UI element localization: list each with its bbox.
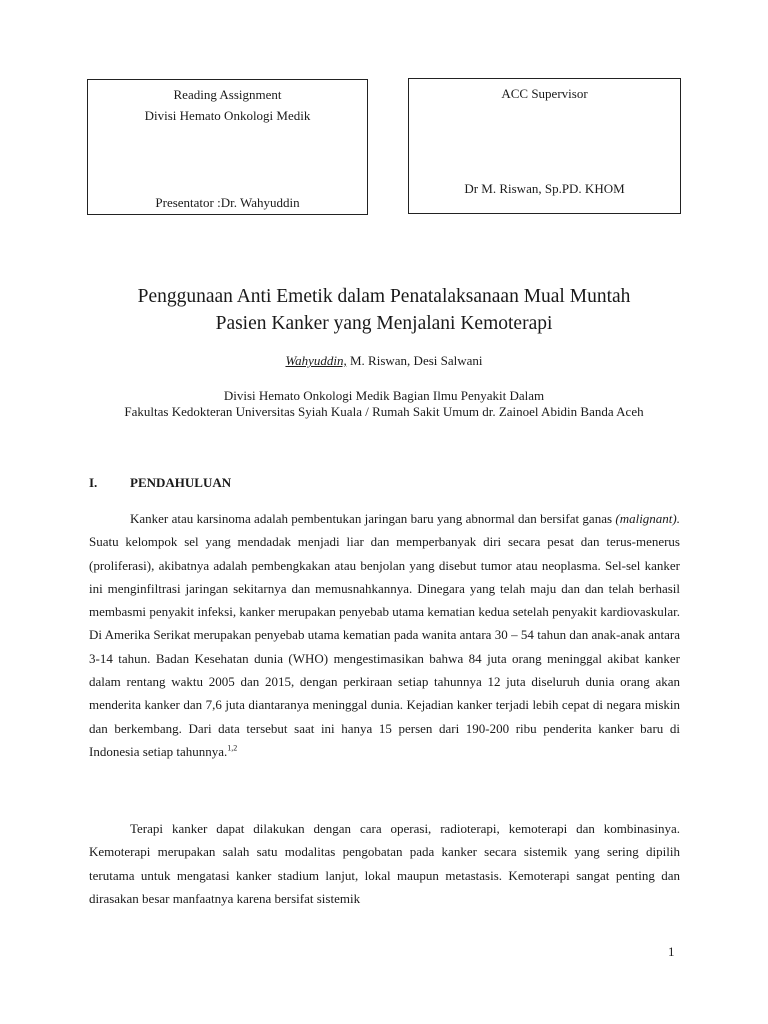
section-title: PENDAHULUAN: [130, 475, 232, 490]
body-paragraph-1: [89, 507, 680, 763]
author-list: [0, 353, 768, 369]
paper-title-line-1: Penggunaan Anti Emetik dalam Penatalaksanaan Mual Muntah: [137, 286, 631, 307]
page-number: 1: [668, 944, 675, 959]
affiliation-line-2: Fakultas Kedokteran Universitas Syiah Kuala / Rumah Sakit Umum dr. Zainoel Abidin Banda Aceh: [124, 404, 644, 419]
affiliation-line-1: Divisi Hemato Onkologi Medik Bagian Ilmu Penyakit Dalam: [223, 388, 545, 403]
paper-title-line-2: Pasien Kanker yang Menjalani Kemoterapi: [215, 313, 553, 334]
supervisor-heading: ACC Supervisor: [501, 86, 588, 101]
section-number: I.: [89, 475, 98, 490]
co-authors: M. Riswan, Desi Salwani: [346, 353, 483, 368]
paragraph-1-text-start: Kanker atau karsinoma adalah pembentukan jaringan baru yang abnormal dan bersifat ganas: [130, 511, 616, 526]
first-author: Wahyuddin,: [285, 353, 347, 368]
presenter-label: Presentator :Dr. Wahyuddin: [155, 195, 300, 210]
supervisor-name: Dr M. Riswan, Sp.PD. KHOM: [464, 181, 625, 196]
reading-assignment-label: Reading Assignment: [173, 87, 282, 102]
citation-superscript: 1,2: [227, 743, 238, 753]
paragraph-1-italic-term: (malignant).: [615, 511, 680, 526]
supervisor-box: [408, 78, 681, 214]
paragraph-1-text-rest: Suatu kelompok sel yang mendadak menjadi liar dan memperbanyak diri secara pesat dan terus-menerus (proliferasi), akibatnya adalah pembengkakan atau benjolan yang disebut tumor atau neoplasma. Sel-sel kanker ini menginfiltrasi jaringan sekitarnya dan memusnahkannya. Dinegara yang telah maju dan dan telah berhasil membasmi penyakit infeksi, kanker merupakan penyebab utama kematian kedua setelah penyakit kardiovaskular. Di Amerika Serikat merupakan penyebab utama kematian pada wanita antara 30 – 54 tahun dan anak-anak antara 3-14 tahun. Badan Kesehatan dunia (WHO) mengestimasikan bahwa 84 juta orang meninggal akibat kanker dalam rentang waktu 2005 dan 2015, dengan perkiraan setiap tahunnya 12 juta diseluruh dunia orang akan menderita kanker dan 7,6 juta diantaranya meninggal dunia. Kejadian kanker terjadi lebih cepat di negara miskin dan berkembang. Dari data tersebut saat ini hanya 15 persen dari 190-200 ribu penderita kanker baru di Indonesia setiap tahunnya.: [89, 534, 680, 759]
division-label: Divisi Hemato Onkologi Medik: [144, 108, 311, 123]
body-paragraph-2: Terapi kanker dapat dilakukan dengan cara operasi, radioterapi, kemoterapi dan kombinasinya. Kemoterapi merupakan salah satu modalitas pengobatan pada kanker secara sistemik yang sering dipilih terutama untuk mengatasi kanker stadium lanjut, lokal maupun metastasis. Kemoterapi sangat penting dan dirasakan besar manfaatnya karena bersifat sistemik: [89, 821, 680, 906]
reading-assignment-box: [87, 79, 368, 215]
